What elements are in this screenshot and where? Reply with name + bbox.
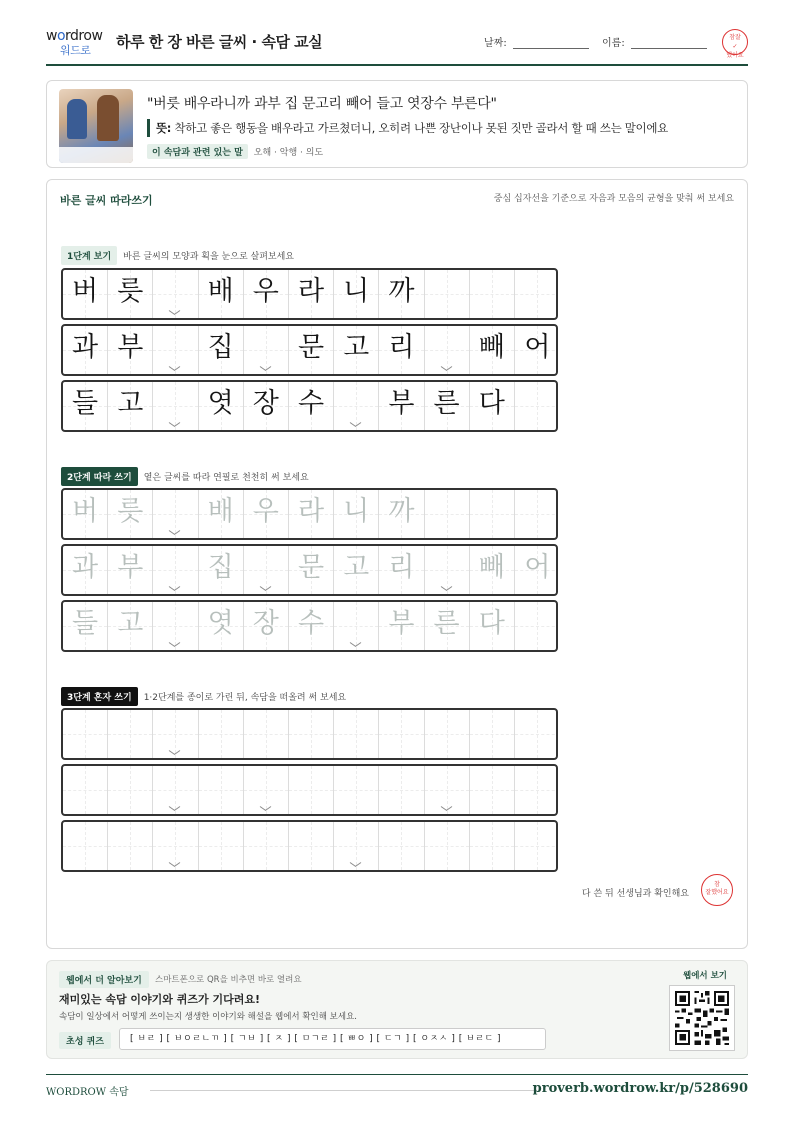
name-field[interactable] — [602, 34, 707, 49]
practice-hint: 중심 십자선을 기준으로 자음과 모음의 균형을 맞춰 써 보세요 — [493, 194, 734, 204]
step3-header — [61, 687, 346, 706]
date-field[interactable] — [484, 34, 589, 49]
proverb-meaning — [147, 119, 668, 137]
grid-character: 우 — [252, 276, 279, 307]
grid-cell — [108, 270, 153, 318]
grid-cell[interactable] — [515, 766, 558, 814]
grid-cell[interactable] — [470, 822, 515, 870]
grid-cell[interactable] — [515, 546, 558, 594]
grid-cell — [425, 382, 470, 430]
grid-character: 릇 — [117, 496, 144, 527]
proverb-card — [46, 80, 748, 168]
grid-cell — [244, 326, 289, 374]
grid-cell[interactable] — [244, 602, 289, 650]
grid-cell[interactable] — [515, 490, 558, 538]
grid-cell — [108, 326, 153, 374]
space-mark-icon — [442, 586, 451, 591]
grid-cell — [425, 326, 470, 374]
grid-character: 수 — [297, 388, 325, 419]
grid-character: 부 — [117, 332, 144, 363]
space-mark-icon — [170, 366, 179, 371]
grid-cell — [289, 382, 334, 430]
space-mark-icon — [170, 750, 179, 755]
name-label: 이름: — [602, 38, 625, 49]
grid-cell[interactable] — [515, 710, 558, 758]
grid-cell[interactable] — [63, 710, 108, 758]
grid-cell[interactable] — [108, 766, 153, 814]
space-mark-icon — [170, 862, 179, 867]
grid-cell[interactable] — [108, 710, 153, 758]
logo-text-o: o — [56, 28, 66, 44]
grid-cell[interactable] — [334, 766, 379, 814]
space-mark-icon — [351, 642, 360, 647]
web-promo-box — [46, 960, 748, 1059]
grid-cell — [515, 270, 558, 318]
date-label: 날짜: — [484, 38, 507, 49]
grid-cell[interactable] — [425, 602, 470, 650]
grid-character: 우 — [252, 496, 279, 527]
grid-cell — [63, 326, 108, 374]
step1-row-3 — [61, 380, 558, 432]
grid-character: 리 — [388, 332, 415, 363]
grid-character: 장 — [252, 388, 279, 419]
grid-cell — [63, 382, 108, 430]
step1-row-1 — [61, 268, 558, 320]
step2-row-3[interactable] — [61, 600, 558, 652]
step2-header — [61, 467, 309, 486]
space-mark-icon — [261, 806, 270, 811]
grid-cell[interactable] — [470, 766, 515, 814]
space-mark-icon — [351, 862, 360, 867]
practice-title: 바른 글씨 따라쓰기 — [60, 194, 153, 207]
grid-cell[interactable] — [379, 602, 424, 650]
grid-cell — [379, 382, 424, 430]
proverb-quote: "버릇 배우라니까 과부 집 문고리 빼어 들고 엿장수 부른다" — [147, 96, 497, 112]
grid-cell[interactable] — [425, 546, 470, 594]
space-mark-icon — [170, 422, 179, 427]
qr-title: 웹에서 보기 — [683, 971, 728, 981]
grid-character: 까 — [388, 496, 415, 527]
grid-character: 배 — [207, 496, 234, 527]
step1-row-2 — [61, 324, 558, 376]
grid-character: 다 — [478, 388, 505, 419]
qr-code-icon[interactable] — [669, 985, 735, 1051]
grid-cell[interactable] — [108, 490, 153, 538]
grid-cell[interactable] — [63, 602, 108, 650]
initial-consonant-quiz: [ ㅂㄹ ] [ ㅂㅇㄹㄴㄲ ] [ ㄱㅂ ] [ ㅈ ] [ ㅁㄱㄹ ] [ ㅃㅇ ] [ ㄷㄱ ] [ ㅇㅈㅅ ] [ ㅂㄹㄷ ] — [119, 1028, 546, 1050]
grid-character: 들 — [72, 608, 99, 639]
space-mark-icon — [351, 422, 360, 427]
grid-cell[interactable] — [289, 602, 334, 650]
step2-row-2[interactable] — [61, 544, 558, 596]
grid-character: 집 — [207, 552, 234, 583]
step3-row-2[interactable] — [61, 764, 558, 816]
grid-cell[interactable] — [199, 710, 244, 758]
step3-desc: 1·2단계를 종이로 가린 뒤, 속담을 떠올려 써 보세요 — [143, 693, 347, 703]
grid-cell[interactable] — [425, 490, 470, 538]
grid-cell[interactable] — [470, 710, 515, 758]
step1-badge: 1단계 보기 — [61, 246, 117, 265]
grid-character: 른 — [433, 388, 460, 419]
step1-desc: 바른 글씨의 모양과 획을 눈으로 살펴보세요 — [123, 252, 294, 262]
grid-cell[interactable] — [63, 490, 108, 538]
meaning-text: 착하고 좋은 행동을 배우라고 가르쳤더니, 오히려 나쁜 장난이나 못된 짓만 골라서 할 때 쓰는 말이에요 — [174, 121, 668, 135]
grid-character: 수 — [297, 608, 325, 639]
grid-character: 릇 — [117, 276, 144, 307]
page-header — [46, 26, 748, 66]
proverb-illustration — [59, 89, 133, 163]
grid-character: 어 — [524, 552, 551, 583]
grid-character: 장 — [252, 608, 279, 639]
grid-cell — [108, 382, 153, 430]
grid-character: 부 — [388, 608, 415, 639]
grid-cell[interactable] — [153, 490, 198, 538]
step2-row-1[interactable] — [61, 488, 558, 540]
grid-cell[interactable] — [470, 490, 515, 538]
grid-character: 고 — [343, 552, 370, 583]
web-heading: 재미있는 속담 이야기와 퀴즈가 기다려요! — [59, 993, 260, 1006]
grid-cell[interactable] — [108, 822, 153, 870]
grid-character: 라 — [297, 496, 325, 527]
grid-cell[interactable] — [289, 490, 334, 538]
space-mark-icon — [170, 586, 179, 591]
grid-cell[interactable] — [63, 546, 108, 594]
grid-cell[interactable] — [470, 546, 515, 594]
page-title: 하루 한 장 바른 글씨 · 속담 교실 — [116, 33, 323, 51]
space-mark-icon — [261, 586, 270, 591]
footer-divider — [150, 1090, 534, 1091]
grid-cell[interactable] — [244, 822, 289, 870]
grid-cell — [199, 326, 244, 374]
related-tag: 이 속담과 관련 있는 말 — [147, 144, 248, 159]
step3-row-3[interactable] — [61, 820, 558, 872]
grid-character: 문 — [297, 552, 325, 583]
related-list: 오해 · 악행 · 의도 — [253, 148, 324, 158]
praise-stamp-icon: 참잘 ✓ 했어요 — [722, 29, 748, 55]
practice-section — [46, 179, 748, 949]
grid-cell[interactable] — [334, 822, 379, 870]
grid-cell[interactable] — [153, 546, 198, 594]
space-mark-icon — [170, 310, 179, 315]
grid-character: 빼 — [478, 332, 505, 363]
grid-cell — [470, 326, 515, 374]
grid-character: 라 — [297, 276, 325, 307]
grid-cell[interactable] — [244, 490, 289, 538]
grid-character: 른 — [433, 608, 460, 639]
grid-cell — [153, 382, 198, 430]
space-mark-icon — [170, 642, 179, 647]
grid-cell[interactable] — [153, 602, 198, 650]
grid-cell — [515, 382, 558, 430]
grid-cell[interactable] — [199, 490, 244, 538]
grid-cell[interactable] — [289, 710, 334, 758]
step1-header — [61, 246, 294, 265]
grid-cell — [289, 326, 334, 374]
space-mark-icon — [261, 366, 270, 371]
space-mark-icon — [442, 366, 451, 371]
grid-character: 과 — [72, 332, 99, 363]
grid-character: 다 — [478, 608, 505, 639]
grid-character: 엿 — [207, 608, 234, 639]
grid-character: 까 — [388, 276, 415, 307]
step2-badge: 2단계 따라 쓰기 — [61, 467, 138, 486]
grid-character: 과 — [72, 552, 99, 583]
grid-cell[interactable] — [153, 710, 198, 758]
qr-graphic — [675, 991, 729, 1045]
grid-cell — [334, 270, 379, 318]
grid-cell — [515, 326, 558, 374]
grid-cell[interactable] — [515, 602, 558, 650]
logo-korean: 워드로 — [60, 44, 91, 57]
grid-character: 들 — [72, 388, 99, 419]
name-line[interactable] — [631, 48, 707, 49]
space-mark-icon — [170, 530, 179, 535]
grid-cell[interactable] — [63, 766, 108, 814]
grid-cell[interactable] — [334, 602, 379, 650]
grid-cell[interactable] — [244, 546, 289, 594]
wordrow-logo — [46, 28, 102, 58]
space-mark-icon — [442, 806, 451, 811]
grid-cell[interactable] — [425, 710, 470, 758]
grid-cell[interactable] — [470, 602, 515, 650]
grid-cell — [153, 326, 198, 374]
grid-character: 버 — [72, 276, 99, 307]
grid-character: 엿 — [207, 388, 234, 419]
grid-cell — [470, 270, 515, 318]
grid-character: 배 — [207, 276, 234, 307]
grid-cell — [199, 270, 244, 318]
logo-text-rest: rdrow — [65, 28, 103, 44]
grid-cell[interactable] — [199, 822, 244, 870]
grid-cell[interactable] — [334, 546, 379, 594]
grid-cell[interactable] — [153, 822, 198, 870]
date-line[interactable] — [513, 48, 589, 49]
grid-cell — [334, 326, 379, 374]
footer-brand: WORDROW 속담 — [46, 1087, 129, 1098]
grid-character: 고 — [343, 332, 370, 363]
grid-cell[interactable] — [334, 490, 379, 538]
logo-text-w: w — [46, 28, 57, 44]
check-stamp-icon: 참 잘했어요 — [701, 874, 733, 906]
grid-cell[interactable] — [244, 710, 289, 758]
grid-cell — [379, 270, 424, 318]
web-desc: 속담이 일상에서 어떻게 쓰이는지 생생한 이야기와 해설을 웹에서 확인해 보세요. — [59, 1012, 357, 1022]
grid-cell — [425, 270, 470, 318]
grid-cell — [379, 326, 424, 374]
grid-character: 리 — [388, 552, 415, 583]
grid-cell[interactable] — [289, 766, 334, 814]
grid-character: 빼 — [478, 552, 505, 583]
web-hint: 스마트폰으로 QR을 비추면 바로 열려요 — [155, 975, 302, 985]
grid-cell[interactable] — [199, 602, 244, 650]
grid-cell — [244, 270, 289, 318]
grid-character: 어 — [524, 332, 551, 363]
grid-character: 고 — [117, 388, 144, 419]
grid-cell[interactable] — [515, 822, 558, 870]
grid-cell[interactable] — [379, 546, 424, 594]
grid-cell[interactable] — [199, 546, 244, 594]
related-words — [147, 144, 323, 159]
grid-cell[interactable] — [425, 766, 470, 814]
grid-cell[interactable] — [244, 766, 289, 814]
grid-cell — [199, 382, 244, 430]
grid-character: 부 — [117, 552, 144, 583]
step2-desc: 옅은 글씨를 따라 연필로 천천히 써 보세요 — [143, 473, 309, 483]
grid-cell[interactable] — [379, 766, 424, 814]
step3-badge: 3단계 혼자 쓰기 — [61, 687, 138, 706]
grid-cell[interactable] — [153, 766, 198, 814]
grid-cell[interactable] — [289, 546, 334, 594]
grid-cell[interactable] — [334, 710, 379, 758]
grid-cell[interactable] — [379, 710, 424, 758]
grid-character: 버 — [72, 496, 99, 527]
grid-cell — [289, 270, 334, 318]
meaning-label: 뜻: — [156, 121, 172, 135]
grid-cell[interactable] — [289, 822, 334, 870]
grid-cell — [153, 270, 198, 318]
grid-character: 집 — [207, 332, 234, 363]
page-footer — [46, 1074, 748, 1104]
done-text: 다 쓴 뒤 선생님과 확인해요 — [581, 889, 689, 899]
step3-row-1[interactable] — [61, 708, 558, 760]
grid-cell[interactable] — [379, 822, 424, 870]
grid-character: 문 — [297, 332, 325, 363]
grid-cell[interactable] — [108, 546, 153, 594]
grid-cell[interactable] — [108, 602, 153, 650]
space-mark-icon — [170, 806, 179, 811]
footer-url[interactable]: proverb.wordrow.kr/p/528690 — [532, 1081, 748, 1096]
grid-cell[interactable] — [199, 766, 244, 814]
grid-character: 니 — [343, 496, 370, 527]
grid-cell[interactable] — [379, 490, 424, 538]
grid-cell — [244, 382, 289, 430]
quiz-label: 초성 퀴즈 — [59, 1032, 111, 1049]
grid-character: 니 — [343, 276, 370, 307]
web-tag: 웹에서 더 알아보기 — [59, 971, 149, 988]
grid-character: 부 — [388, 388, 415, 419]
grid-cell[interactable] — [63, 822, 108, 870]
grid-character: 고 — [117, 608, 144, 639]
grid-cell[interactable] — [425, 822, 470, 870]
grid-cell — [470, 382, 515, 430]
grid-cell — [334, 382, 379, 430]
grid-cell — [63, 270, 108, 318]
